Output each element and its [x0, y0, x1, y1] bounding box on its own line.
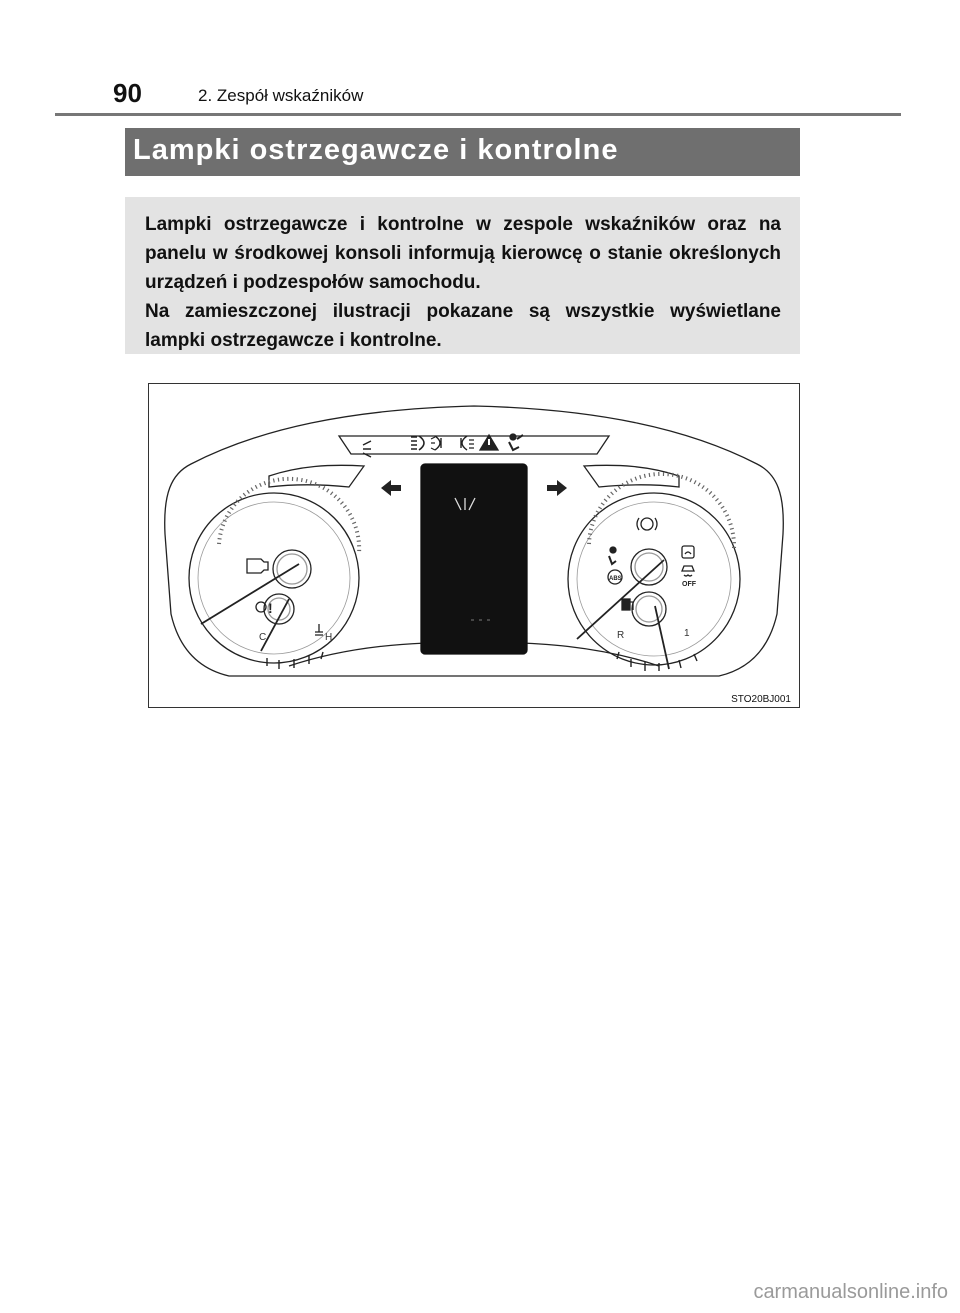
- watermark: carmanualsonline.info: [753, 1281, 948, 1303]
- instrument-cluster-illustration: [149, 384, 799, 707]
- center-display: [421, 464, 527, 654]
- cold-label: C: [259, 632, 267, 643]
- left-pod: [269, 465, 364, 487]
- svg-text:ABS: ABS: [609, 576, 622, 582]
- right-gauge: [568, 474, 740, 671]
- stability-off-icon: [682, 566, 697, 588]
- coolant-temp-icon: [315, 624, 323, 635]
- high-beam-icon: [411, 436, 424, 450]
- turn-right-icon: [547, 480, 567, 496]
- stability-control-icon: [682, 546, 694, 558]
- svg-text:!: !: [268, 600, 273, 616]
- hazard-warning-icon: [480, 435, 498, 450]
- turn-left-icon: [381, 480, 401, 496]
- rear-fog-icon: [461, 436, 474, 450]
- svg-text:OFF: OFF: [682, 581, 696, 588]
- fuel-icon: [622, 599, 633, 610]
- seatbelt-icon: [609, 547, 616, 564]
- brake-warning-icon: [637, 518, 657, 530]
- intro-paragraph-1: Lampki ostrzegawcze i kontrolne w zespole wskaźników oraz na panelu w środkowej konsoli informują kierowcę o stanie określonych urządzeń i podzespołów samochodu.: [145, 214, 781, 293]
- abs-icon: [608, 570, 622, 584]
- header-rule: [55, 113, 901, 116]
- front-fog-icon: [431, 436, 441, 450]
- page-title: Lampki ostrzegawcze i kontrolne: [133, 134, 619, 166]
- seatbelt-airbag-icon: [509, 434, 523, 450]
- page-number: 90: [113, 78, 142, 108]
- section-title: 2. Zespół wskaźników: [198, 86, 364, 105]
- instrument-cluster-figure: [148, 383, 800, 708]
- page-header: [0, 0, 960, 120]
- left-gauge: [189, 479, 359, 669]
- first-gear-label: 1: [684, 628, 690, 639]
- figure-id: STO20BJ001: [731, 694, 791, 705]
- indicator-strip: [339, 436, 609, 454]
- check-engine-icon: [247, 559, 268, 573]
- reverse-label: R: [617, 630, 625, 641]
- intro-paragraph-2: Na zamieszczonej ilustracji pokazane są wszystkie wyświetlane lampki ostrzegawcze i kontrolne.: [145, 301, 781, 351]
- hot-label: H: [325, 632, 333, 643]
- title-banner: [125, 128, 800, 176]
- right-pod: [584, 465, 679, 487]
- intro-box: [125, 197, 800, 354]
